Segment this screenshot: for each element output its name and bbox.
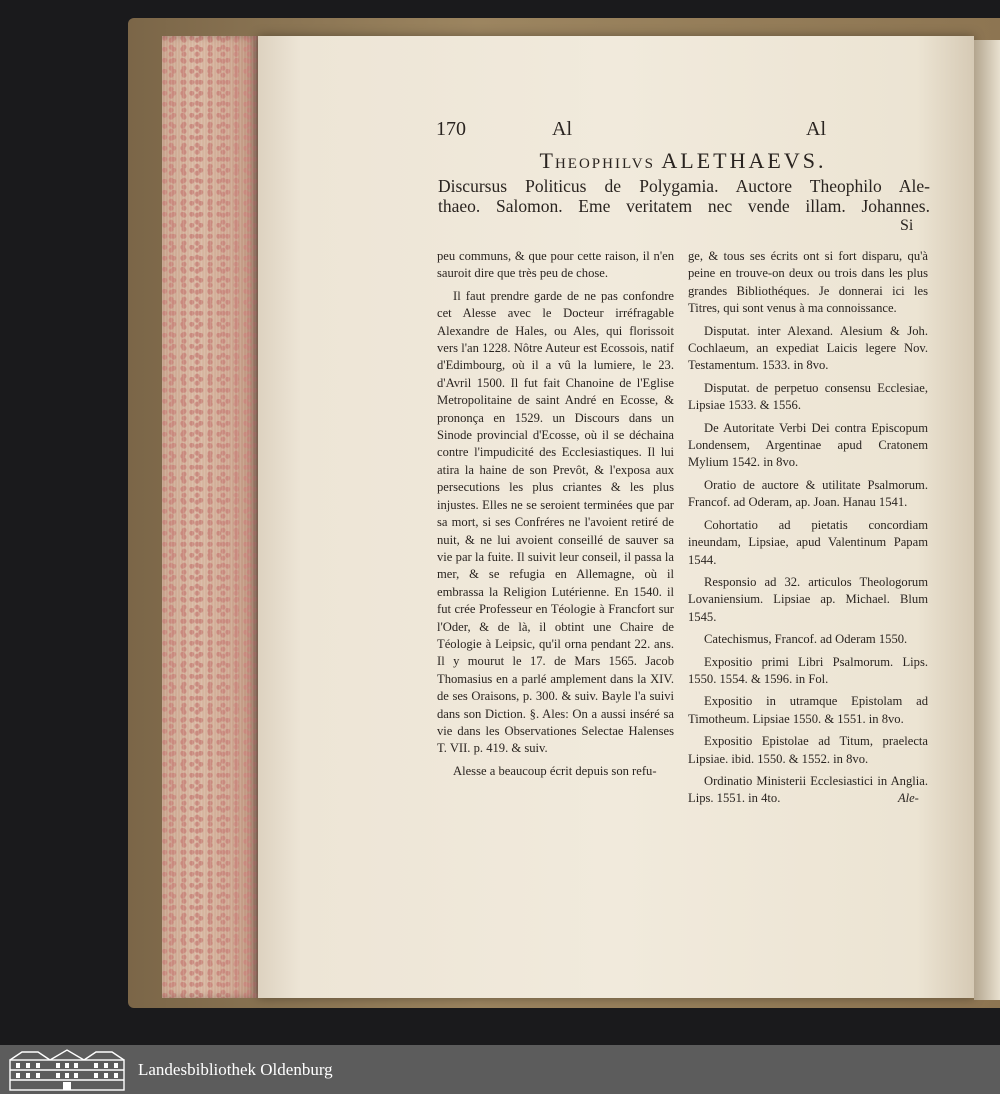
catchword-si: Si: [900, 217, 914, 234]
left-column: [437, 248, 674, 785]
entry-title-line: Discursus Politicus de Polygamia. Auctore Theophilo Ale-: [438, 176, 930, 196]
bibliography-item: De Autoritate Verbi Dei contra Episcopum Londensem, Argentinae apud Cratonem Mylium 1542. in 8vo.: [688, 420, 928, 470]
bibliography-item: Expositio primi Libri Psalmorum. Lips. 1550. 1554. & 1596. in Fol.: [688, 654, 928, 686]
entry-heading: [436, 148, 930, 174]
bibliography-item: Disputat. inter Alexand. Alesium & Joh. Cochlaeum, an expediat Laicis legere Nov. Testamentum. 1533. in 8vo.: [688, 323, 928, 373]
library-name[interactable]: Landesbibliothek Oldenburg: [138, 1059, 333, 1079]
entry-title-line: thaeo. Salomon. Eme veritatem nec vende illam. Johannes.: [438, 196, 930, 216]
bibliography-item: Expositio Epistolae ad Titum, praelecta Lipsiae. ibid. 1550. & 1552. in 8vo.: [688, 734, 928, 766]
running-head: [436, 118, 930, 144]
page-number: 170: [436, 118, 466, 140]
catchword: Ale-: [898, 791, 919, 805]
entry-name-caps: ALETHAEVS.: [661, 148, 827, 173]
bibliography-item: Expositio in utramque Epistolam ad Timotheum. Lipsiae 1550. & 1551. in 8vo.: [688, 694, 928, 726]
bibliography-item: Cohortatio ad pietatis concordiam ineundam, Lipsiae, apud Valentinum Papam 1544.: [688, 517, 928, 567]
paragraph: Il faut prendre garde de ne pas confondre cet Alesse avec le Docteur irréfragable Alexandre de Hales, ou Ales, qui florissoit vers l'an 1228. Nôtre Auteur est Ecossois, natif d'Edimbourg, où il a vû la lumiere, le 23. d'Avril 1500. Il fut fait Chanoine de l'Eglise Metropolitaine de saint André en Ecosse, & prononça en 1529. un Discours dans un Sinode provincial d'Ecosse, où il se déchaina contre l'impudicité des Ecclesiastiques. Il lui atira la haine de son Prevôt, & l'exposa aux persecutions les plus criantes & les plus injustes. Elles ne se seroient terminées que par sa mort, si ses Confréres ne l'avoient retiré de nuit, & ne lui avoient conseillé de sauver sa vie par la fuite. Il suivit leur conseil, il passa la mer, & se refugia en Allemagne, où il embrassa la Religion Lutérienne. En 1540. il fut crée Professeur en Téologie à Francfort sur l'Oder, & de là, il obtint une Chaire de Téologie à Leipsic, qu'il orna pendant 22. ans. Il y mourut le 17. de Mars 1565. Jacob Thomasius en a parlé amplement dans la XIV. de ses Oraisons, p. 300. & suiv. Bayle l'a suivi dans son Diction. §. Ales: On a aussi inséré sa vie dans les Observationes Selectae Halenses T. VII. p. 419. & suiv.: [437, 288, 674, 756]
bibliography-item: Responsio ad 32. articulos Theologorum Lovaniensium. Lipsiae ap. Michael. Blum 1545.: [688, 574, 928, 624]
page-edges: [162, 36, 258, 998]
library-building-icon[interactable]: [8, 1048, 126, 1092]
paragraph: Alesse a beaucoup écrit depuis son refu-: [453, 763, 657, 778]
entry-name-small: Theophilvs: [539, 148, 655, 173]
running-head-right: Al: [806, 118, 826, 140]
bibliography-item: Ordinatio Ministerii Ecclesiastici in Anglia. Lips. 1551. in 4to.: [688, 773, 928, 806]
bibliography-item: Disputat. de perpetuo consensu Ecclesiae, Lipsiae 1533. & 1556.: [688, 380, 928, 413]
entry-title-block: [438, 176, 930, 216]
paragraph: peu communs, & que pour cette raison, il n'en sauroit dire que très peu de chose.: [437, 249, 674, 281]
bibliography-item: Oratio de auctore & utilitate Psalmorum. Francof. ad Oderam, ap. Joan. Hanau 1541.: [688, 477, 928, 510]
footer-bar: [0, 1045, 1000, 1094]
facing-page-edge: [974, 40, 1000, 1000]
paragraph: ge, & tous ses écrits ont si fort disparu, qu'à peine en trouve-on deux ou trois dans les plus grandes Bibliothéques. Je donnerai ici les Titres, qui sont venus à ma connoissance.: [688, 249, 928, 316]
bibliography-item: Catechismus, Francof. ad Oderam 1550.: [704, 632, 908, 647]
right-column: [688, 248, 928, 813]
running-head-left: Al: [552, 118, 572, 140]
